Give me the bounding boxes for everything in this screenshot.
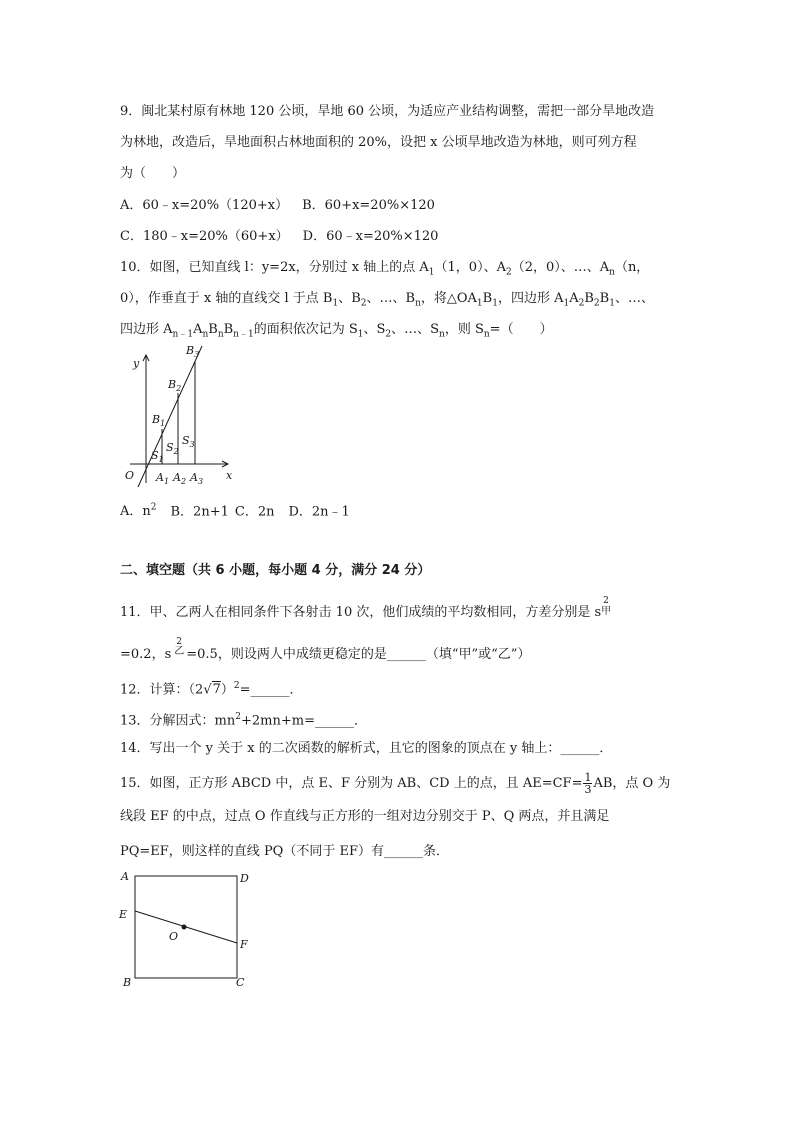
section-title: 二、填空题（共 6 小题，每小题 4 分，满分 24 分） [120, 563, 431, 578]
fraction-one-third: $\frac{1}{3}$ [584, 771, 592, 796]
line-l [138, 346, 202, 487]
label-b1: $B_1$ [152, 413, 166, 428]
label-e: E [119, 908, 128, 921]
q10-option-b: B．2n+1 [170, 504, 229, 520]
label-a2: $A_2$ [173, 471, 187, 486]
q10-figure [116, 343, 240, 489]
label-b3: $B_3$ [186, 344, 200, 359]
q9-option-b: B．60+x=20%×120 [302, 198, 435, 213]
label-s3: $S_3$ [182, 434, 195, 449]
sqrt-sign: √ [203, 682, 212, 698]
label-s2: $S_2$ [166, 441, 179, 456]
q11-line1: 11．甲、乙两人在相同条件下各射击 10 次，他们成绩的平均数相同，方差分别是 s 2 甲 [120, 596, 612, 620]
q9-options-row1 [120, 197, 435, 215]
q10-option-a: A．$n^2$ [120, 503, 157, 520]
label-a1: $A_1$ [156, 471, 170, 486]
q9-line2: 为林地，改造后，旱地面积占林地面积的 20%，设把 x 公顷旱地改造为林地，则可列方程 [120, 135, 637, 150]
label-y: y [133, 357, 140, 370]
q9-option-d: D．60﹣x=20%×120 [302, 229, 439, 244]
q9-option-c: C．180﹣x=20%（60+x） [120, 229, 289, 244]
label-a: A [121, 870, 129, 883]
point-o [182, 925, 187, 930]
q10-line2: 0），作垂直于 x 轴的直线交 l 于点 $B_1$、$B_2$、…、$B_n$，将$\triangle OA_1B_1$，四边形 $A_1A_2B_2B_1$、…、 [120, 291, 654, 309]
label-x: x [226, 469, 233, 482]
q15-line1: 15．如图，正方形 ABCD 中，点 E、F 分别为 AB、CD 上的点，且 AE=CF= $\frac{1}{3}$ AB，点 O 为 [120, 771, 671, 796]
q15-line2: 线段 EF 的中点，过点 O 作直线与正方形的一组对边分别交于 P、Q 两点，并且满足 [120, 809, 610, 824]
label-o: O [169, 930, 179, 943]
q9-line1: 9．闽北某村原有林地 120 公顷，旱地 60 公顷，为适应产业结构调整，需把一部分旱地改造 [120, 104, 655, 119]
q9-option-a: A．60﹣x=20%（120+x） [120, 198, 289, 213]
q10-options [120, 499, 350, 521]
label-b2: $B_2$ [168, 378, 182, 393]
q15-figure [116, 866, 256, 992]
q10-option-c: C．2n [234, 504, 275, 520]
q13-line: 13．分解因式：$mn^2+2mn+m=\_\_\_\_\_\_$． [120, 712, 367, 729]
label-s1: $S_1$ [151, 449, 164, 464]
q15-line3: PQ=EF，则这样的直线 PQ（不同于 EF）有______条． [120, 844, 449, 859]
q12-line: 12．计算：$(2√7)^2=\_\_\_\_\_\_$． [120, 681, 303, 698]
q10-line3: 四边形 $A_{n﹣1}A_nB_nB_{n﹣1}$的面积依次记为 $S_1$、$S_2$、…、$S_n$，则 $S_n=$（ ） [120, 322, 553, 340]
q10-option-d: D．2n﹣1 [288, 504, 350, 520]
label-c: C [236, 976, 245, 989]
label-f: F [240, 938, 248, 951]
q11-line2: =0.2，s 2 乙 =0.5，则设两人中成绩更稳定的是______（填“甲”或“乙”） [120, 637, 531, 662]
label-o: O [125, 469, 135, 482]
q10-line1: 10．如图，已知直线 l：y=2x，分别过 x 轴上的点 $A_1(1$，0）、$A_2(2$，0）、…、$A_n(n$， [120, 260, 650, 278]
label-b: B [123, 976, 132, 989]
q14-line: 14．写出一个 y 关于 x 的二次函数的解析式，且它的图象的顶点在 y 轴上：______． [120, 741, 613, 756]
label-a3: $A_3$ [190, 471, 204, 486]
q9-options-row2 [120, 228, 438, 246]
q9-line3: 为（ ） [120, 166, 186, 181]
label-d: D [240, 872, 249, 885]
